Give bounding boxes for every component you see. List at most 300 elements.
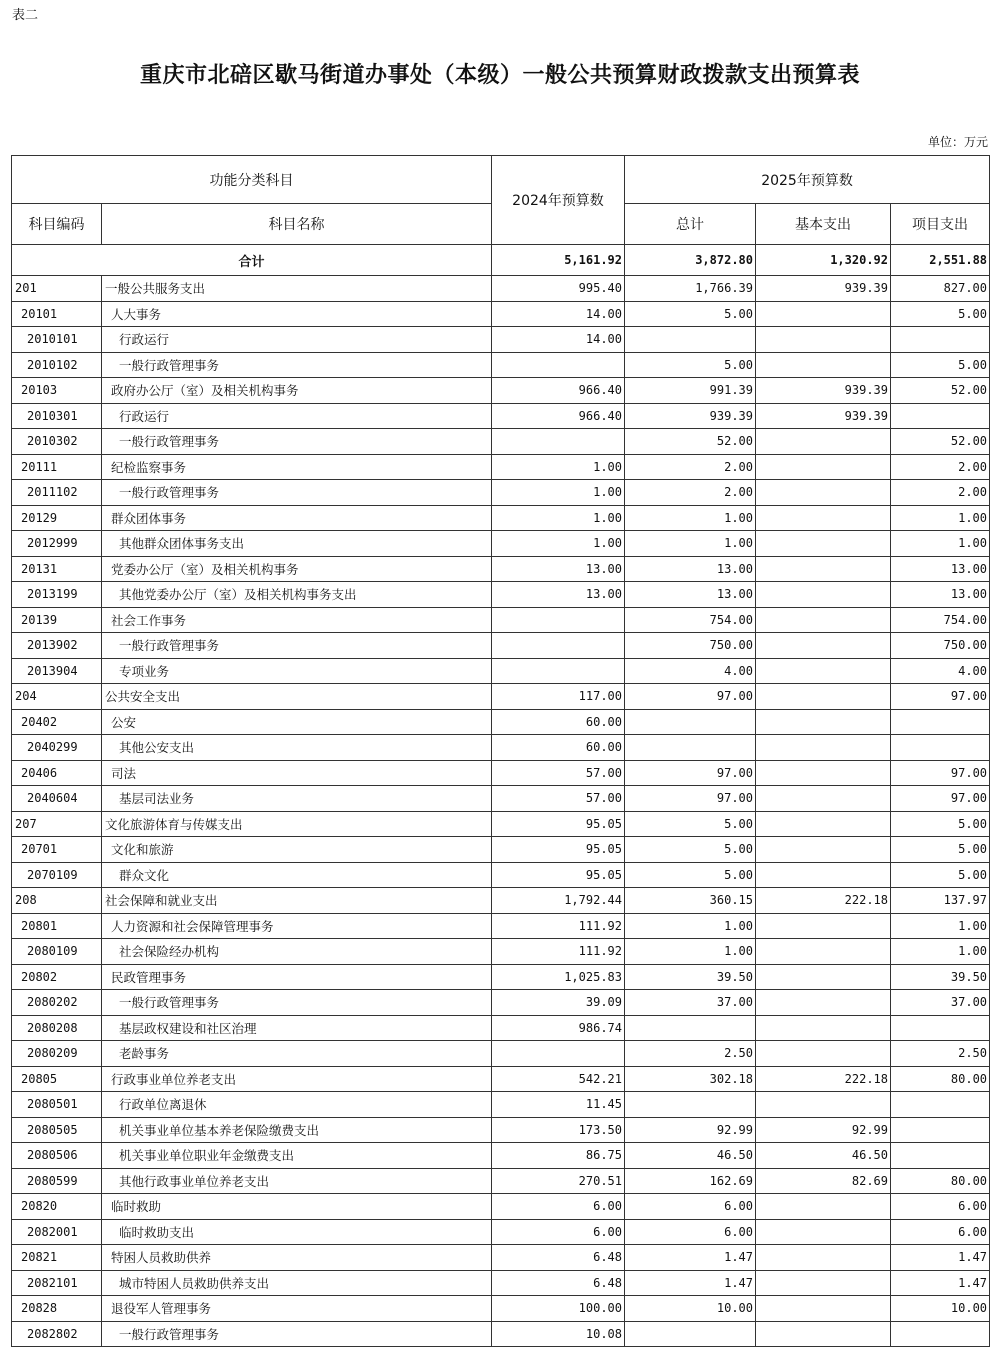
row-name: 其他行政事业单位养老支出 (102, 1168, 492, 1194)
header-func-class: 功能分类科目 (12, 156, 492, 204)
header-budget-2025: 2025年预算数 (625, 156, 990, 204)
row-project: 13.00 (891, 582, 990, 608)
row-budget-2024: 6.48 (492, 1245, 625, 1271)
row-project: 750.00 (891, 633, 990, 659)
row-budget-2024: 1,792.44 (492, 888, 625, 914)
row-basic (756, 939, 891, 965)
table-row (12, 327, 990, 353)
table-row (12, 888, 990, 914)
table-row (12, 1296, 990, 1322)
row-basic (756, 913, 891, 939)
table-row (12, 964, 990, 990)
row-code: 2011102 (12, 480, 102, 506)
row-budget-2024: 966.40 (492, 403, 625, 429)
row-basic (756, 1092, 891, 1118)
table-row (12, 913, 990, 939)
row-code: 2012999 (12, 531, 102, 557)
row-project: 80.00 (891, 1066, 990, 1092)
row-budget-2024: 13.00 (492, 582, 625, 608)
row-total: 2.00 (625, 480, 756, 506)
table-row (12, 403, 990, 429)
row-total: 1,766.39 (625, 276, 756, 302)
row-code: 207 (12, 811, 102, 837)
row-code: 2080208 (12, 1015, 102, 1041)
row-name: 政府办公厅（室）及相关机构事务 (102, 378, 492, 404)
row-project (891, 1143, 990, 1169)
row-name: 基层司法业务 (102, 786, 492, 812)
row-code: 2080599 (12, 1168, 102, 1194)
row-basic: 939.39 (756, 403, 891, 429)
row-project: 39.50 (891, 964, 990, 990)
table-row (12, 1143, 990, 1169)
unit-label: 单位：万元 (927, 135, 988, 149)
row-total (625, 735, 756, 761)
row-basic (756, 862, 891, 888)
table-row (12, 811, 990, 837)
row-budget-2024: 95.05 (492, 862, 625, 888)
row-name: 一般行政管理事务 (102, 633, 492, 659)
row-budget-2024 (492, 429, 625, 455)
table-row (12, 454, 990, 480)
row-code: 2040299 (12, 735, 102, 761)
row-name: 民政管理事务 (102, 964, 492, 990)
row-project: 5.00 (891, 837, 990, 863)
row-basic (756, 531, 891, 557)
table-row (12, 582, 990, 608)
table-row (12, 1270, 990, 1296)
row-budget-2024: 1.00 (492, 454, 625, 480)
row-budget-2024: 14.00 (492, 301, 625, 327)
table-row (12, 301, 990, 327)
table-row (12, 607, 990, 633)
row-budget-2024: 6.00 (492, 1194, 625, 1220)
total-basic: 1,320.92 (756, 245, 891, 276)
row-code: 20821 (12, 1245, 102, 1271)
row-project: 1.47 (891, 1270, 990, 1296)
row-total: 754.00 (625, 607, 756, 633)
row-total (625, 327, 756, 353)
row-project (891, 403, 990, 429)
row-budget-2024: 39.09 (492, 990, 625, 1016)
row-project: 754.00 (891, 607, 990, 633)
table-row (12, 1117, 990, 1143)
table-row (12, 633, 990, 659)
row-project: 97.00 (891, 684, 990, 710)
row-name: 特困人员救助供养 (102, 1245, 492, 1271)
row-basic (756, 837, 891, 863)
table-row (12, 1321, 990, 1347)
row-total: 97.00 (625, 760, 756, 786)
row-project: 37.00 (891, 990, 990, 1016)
row-name: 司法 (102, 760, 492, 786)
row-project: 10.00 (891, 1296, 990, 1322)
row-code: 20101 (12, 301, 102, 327)
row-code: 204 (12, 684, 102, 710)
budget-table (11, 155, 990, 1347)
row-code: 20402 (12, 709, 102, 735)
table-row (12, 760, 990, 786)
row-budget-2024 (492, 633, 625, 659)
row-basic: 939.39 (756, 276, 891, 302)
row-total: 52.00 (625, 429, 756, 455)
row-project: 6.00 (891, 1194, 990, 1220)
row-code: 20129 (12, 505, 102, 531)
row-budget-2024: 57.00 (492, 786, 625, 812)
table-row (12, 862, 990, 888)
row-basic (756, 1270, 891, 1296)
row-total: 302.18 (625, 1066, 756, 1092)
table-row (12, 1245, 990, 1271)
row-basic (756, 505, 891, 531)
row-code: 20111 (12, 454, 102, 480)
row-name: 其他党委办公厅（室）及相关机构事务支出 (102, 582, 492, 608)
row-budget-2024: 111.92 (492, 939, 625, 965)
row-budget-2024: 13.00 (492, 556, 625, 582)
row-total: 1.47 (625, 1245, 756, 1271)
row-name: 纪检监察事务 (102, 454, 492, 480)
row-name: 行政运行 (102, 327, 492, 353)
row-code: 2080109 (12, 939, 102, 965)
total-b2024: 5,161.92 (492, 245, 625, 276)
row-total (625, 709, 756, 735)
row-project (891, 709, 990, 735)
row-code: 2080501 (12, 1092, 102, 1118)
row-project: 13.00 (891, 556, 990, 582)
row-name: 人力资源和社会保障管理事务 (102, 913, 492, 939)
row-budget-2024: 6.48 (492, 1270, 625, 1296)
row-total: 1.00 (625, 505, 756, 531)
row-project: 97.00 (891, 760, 990, 786)
table-row (12, 429, 990, 455)
table-row (12, 480, 990, 506)
row-budget-2024: 60.00 (492, 709, 625, 735)
row-project: 5.00 (891, 301, 990, 327)
row-basic (756, 709, 891, 735)
row-budget-2024: 1,025.83 (492, 964, 625, 990)
table-row (12, 1219, 990, 1245)
total-row (12, 245, 990, 276)
row-basic (756, 1219, 891, 1245)
row-total: 5.00 (625, 837, 756, 863)
row-project (891, 1321, 990, 1347)
table-row (12, 1194, 990, 1220)
row-budget-2024: 1.00 (492, 531, 625, 557)
table-number-label: 表二 (12, 8, 39, 23)
row-project: 4.00 (891, 658, 990, 684)
table-row (12, 990, 990, 1016)
table-row (12, 786, 990, 812)
row-basic (756, 327, 891, 353)
row-budget-2024: 173.50 (492, 1117, 625, 1143)
row-budget-2024: 10.08 (492, 1321, 625, 1347)
row-name: 社会工作事务 (102, 607, 492, 633)
row-project: 1.00 (891, 531, 990, 557)
row-code: 2082802 (12, 1321, 102, 1347)
row-total: 6.00 (625, 1194, 756, 1220)
row-project: 80.00 (891, 1168, 990, 1194)
row-name: 一般行政管理事务 (102, 990, 492, 1016)
row-code: 2080506 (12, 1143, 102, 1169)
row-name: 基层政权建设和社区治理 (102, 1015, 492, 1041)
row-project: 97.00 (891, 786, 990, 812)
row-project (891, 1117, 990, 1143)
row-total (625, 1015, 756, 1041)
table-row (12, 1168, 990, 1194)
row-basic: 82.69 (756, 1168, 891, 1194)
row-basic (756, 760, 891, 786)
row-code: 20801 (12, 913, 102, 939)
row-name: 文化旅游体育与传媒支出 (102, 811, 492, 837)
row-total: 162.69 (625, 1168, 756, 1194)
row-total: 1.00 (625, 939, 756, 965)
row-code: 2080505 (12, 1117, 102, 1143)
row-budget-2024 (492, 352, 625, 378)
row-project: 2.00 (891, 454, 990, 480)
row-code: 20828 (12, 1296, 102, 1322)
row-total: 13.00 (625, 582, 756, 608)
row-name: 社会保障和就业支出 (102, 888, 492, 914)
row-project: 6.00 (891, 1219, 990, 1245)
row-total: 5.00 (625, 811, 756, 837)
row-budget-2024: 1.00 (492, 480, 625, 506)
row-project: 52.00 (891, 378, 990, 404)
row-code: 20139 (12, 607, 102, 633)
row-basic (756, 480, 891, 506)
row-budget-2024: 986.74 (492, 1015, 625, 1041)
row-basic (756, 1015, 891, 1041)
row-name: 一般行政管理事务 (102, 1321, 492, 1347)
row-budget-2024: 111.92 (492, 913, 625, 939)
row-name: 群众文化 (102, 862, 492, 888)
row-budget-2024: 57.00 (492, 760, 625, 786)
table-row (12, 837, 990, 863)
row-total: 97.00 (625, 684, 756, 710)
header-project: 项目支出 (891, 204, 990, 245)
row-name: 行政运行 (102, 403, 492, 429)
row-budget-2024: 100.00 (492, 1296, 625, 1322)
row-total: 991.39 (625, 378, 756, 404)
row-basic (756, 786, 891, 812)
total-project: 2,551.88 (891, 245, 990, 276)
row-name: 临时救助 (102, 1194, 492, 1220)
row-budget-2024 (492, 607, 625, 633)
row-name: 群众团体事务 (102, 505, 492, 531)
row-total: 13.00 (625, 556, 756, 582)
row-code: 20802 (12, 964, 102, 990)
row-project (891, 327, 990, 353)
row-name: 公安 (102, 709, 492, 735)
row-name: 其他群众团体事务支出 (102, 531, 492, 557)
row-budget-2024: 60.00 (492, 735, 625, 761)
row-basic: 46.50 (756, 1143, 891, 1169)
row-budget-2024: 995.40 (492, 276, 625, 302)
row-name: 其他公安支出 (102, 735, 492, 761)
row-name: 机关事业单位基本养老保险缴费支出 (102, 1117, 492, 1143)
row-code: 2010101 (12, 327, 102, 353)
row-project: 1.47 (891, 1245, 990, 1271)
row-basic (756, 556, 891, 582)
row-total (625, 1092, 756, 1118)
row-project: 137.97 (891, 888, 990, 914)
row-basic (756, 1296, 891, 1322)
table-row (12, 505, 990, 531)
row-basic (756, 607, 891, 633)
row-name: 退役军人管理事务 (102, 1296, 492, 1322)
row-basic (756, 301, 891, 327)
row-total: 10.00 (625, 1296, 756, 1322)
row-code: 20406 (12, 760, 102, 786)
page-title: 重庆市北碚区歇马街道办事处（本级）一般公共预算财政拨款支出预算表 (139, 62, 860, 88)
row-code: 20131 (12, 556, 102, 582)
row-code: 20701 (12, 837, 102, 863)
table-row (12, 531, 990, 557)
table-row (12, 1015, 990, 1041)
row-code: 2010102 (12, 352, 102, 378)
row-basic (756, 352, 891, 378)
row-basic: 92.99 (756, 1117, 891, 1143)
row-name: 社会保险经办机构 (102, 939, 492, 965)
row-code: 2013904 (12, 658, 102, 684)
table-row (12, 378, 990, 404)
row-total: 2.00 (625, 454, 756, 480)
row-total: 6.00 (625, 1219, 756, 1245)
row-total: 37.00 (625, 990, 756, 1016)
row-budget-2024: 1.00 (492, 505, 625, 531)
row-total: 4.00 (625, 658, 756, 684)
row-project: 5.00 (891, 811, 990, 837)
row-total: 97.00 (625, 786, 756, 812)
row-budget-2024: 11.45 (492, 1092, 625, 1118)
row-code: 2080202 (12, 990, 102, 1016)
row-basic (756, 990, 891, 1016)
row-total: 1.00 (625, 913, 756, 939)
row-code: 2013199 (12, 582, 102, 608)
row-total: 46.50 (625, 1143, 756, 1169)
table-row (12, 1041, 990, 1067)
row-project: 1.00 (891, 939, 990, 965)
row-name: 临时救助支出 (102, 1219, 492, 1245)
row-basic (756, 1245, 891, 1271)
row-basic (756, 633, 891, 659)
row-total: 92.99 (625, 1117, 756, 1143)
row-basic (756, 811, 891, 837)
row-name: 专项业务 (102, 658, 492, 684)
row-total: 939.39 (625, 403, 756, 429)
row-name: 一般行政管理事务 (102, 480, 492, 506)
table-row (12, 1066, 990, 1092)
table-row (12, 1092, 990, 1118)
row-code: 2010302 (12, 429, 102, 455)
row-budget-2024: 95.05 (492, 837, 625, 863)
row-total: 39.50 (625, 964, 756, 990)
row-name: 一般行政管理事务 (102, 352, 492, 378)
row-code: 2082001 (12, 1219, 102, 1245)
row-code: 201 (12, 276, 102, 302)
row-basic: 222.18 (756, 1066, 891, 1092)
row-basic (756, 684, 891, 710)
row-total: 1.47 (625, 1270, 756, 1296)
row-total: 5.00 (625, 862, 756, 888)
row-budget-2024: 14.00 (492, 327, 625, 353)
row-basic: 222.18 (756, 888, 891, 914)
row-name: 一般行政管理事务 (102, 429, 492, 455)
row-budget-2024: 95.05 (492, 811, 625, 837)
row-name: 人大事务 (102, 301, 492, 327)
row-budget-2024: 966.40 (492, 378, 625, 404)
row-total: 5.00 (625, 352, 756, 378)
row-basic (756, 582, 891, 608)
header-basic: 基本支出 (756, 204, 891, 245)
row-code: 2070109 (12, 862, 102, 888)
row-code: 20103 (12, 378, 102, 404)
row-basic (756, 429, 891, 455)
table-row (12, 684, 990, 710)
row-project (891, 1092, 990, 1118)
row-basic (756, 1194, 891, 1220)
row-project: 1.00 (891, 505, 990, 531)
row-code: 20805 (12, 1066, 102, 1092)
header-budget-2024: 2024年预算数 (492, 156, 625, 245)
row-code: 2080209 (12, 1041, 102, 1067)
row-code: 208 (12, 888, 102, 914)
row-total: 360.15 (625, 888, 756, 914)
row-total: 2.50 (625, 1041, 756, 1067)
row-project: 827.00 (891, 276, 990, 302)
table-row (12, 352, 990, 378)
row-project: 5.00 (891, 352, 990, 378)
row-basic: 939.39 (756, 378, 891, 404)
row-name: 一般公共服务支出 (102, 276, 492, 302)
row-name: 老龄事务 (102, 1041, 492, 1067)
row-name: 行政事业单位养老支出 (102, 1066, 492, 1092)
row-code: 2013902 (12, 633, 102, 659)
header-code: 科目编码 (12, 204, 102, 245)
table-row (12, 735, 990, 761)
row-project: 5.00 (891, 862, 990, 888)
row-total (625, 1321, 756, 1347)
header-total: 总计 (625, 204, 756, 245)
row-name: 文化和旅游 (102, 837, 492, 863)
row-budget-2024: 270.51 (492, 1168, 625, 1194)
header-name: 科目名称 (102, 204, 492, 245)
row-code: 2040604 (12, 786, 102, 812)
row-name: 公共安全支出 (102, 684, 492, 710)
row-project (891, 1015, 990, 1041)
row-budget-2024: 117.00 (492, 684, 625, 710)
row-project (891, 735, 990, 761)
row-project: 2.00 (891, 480, 990, 506)
row-basic (756, 658, 891, 684)
table-row (12, 709, 990, 735)
table-row (12, 658, 990, 684)
table-row (12, 556, 990, 582)
row-name: 党委办公厅（室）及相关机构事务 (102, 556, 492, 582)
row-budget-2024: 542.21 (492, 1066, 625, 1092)
row-total: 5.00 (625, 301, 756, 327)
row-basic (756, 1041, 891, 1067)
row-total: 1.00 (625, 531, 756, 557)
row-code: 2010301 (12, 403, 102, 429)
row-project: 52.00 (891, 429, 990, 455)
total-label: 合计 (12, 245, 492, 276)
row-budget-2024: 86.75 (492, 1143, 625, 1169)
row-project: 2.50 (891, 1041, 990, 1067)
table-row (12, 276, 990, 302)
row-total: 750.00 (625, 633, 756, 659)
row-project: 1.00 (891, 913, 990, 939)
row-budget-2024 (492, 658, 625, 684)
row-basic (756, 1321, 891, 1347)
